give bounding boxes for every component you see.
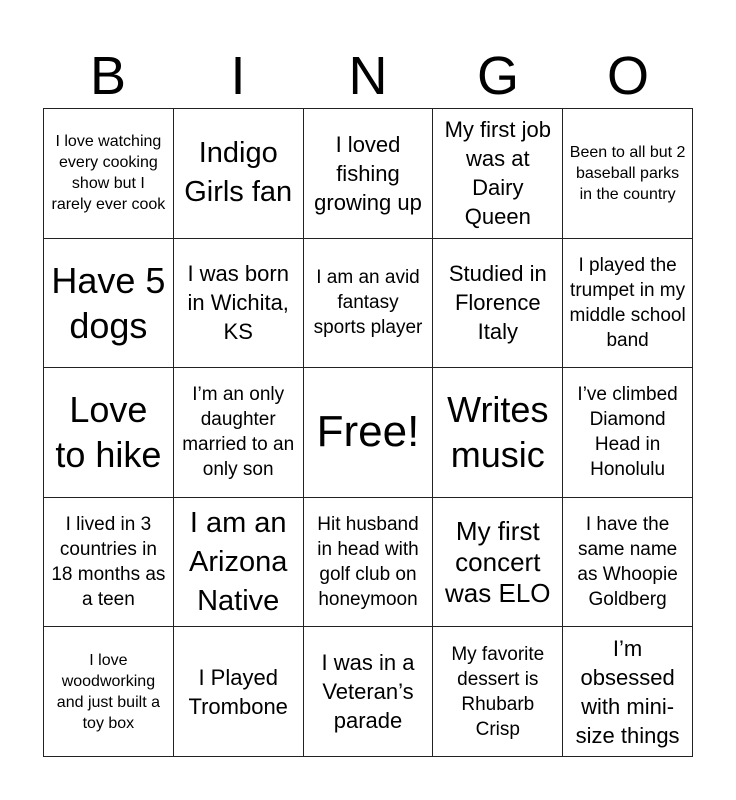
header-letter-n: N <box>348 46 388 106</box>
header-letter-o: O <box>606 46 649 106</box>
header-letter-b: B <box>89 46 127 106</box>
bingo-cell-r4c1[interactable]: I lived in 3 countries in 18 months as a teen <box>44 498 174 628</box>
bingo-cell-r4c4[interactable]: My first concert was ELO <box>433 498 563 628</box>
bingo-cell-r3c5[interactable]: I’ve climbed Diamond Head in Honolulu <box>563 368 693 498</box>
bingo-cell-r5c5[interactable]: I’m obsessed with mini-size things <box>563 627 693 757</box>
bingo-cell-r4c3[interactable]: Hit husband in head with golf club on honeymoon <box>304 498 434 628</box>
header-letter-i: I <box>230 46 246 106</box>
bingo-cell-r1c2[interactable]: Indigo Girls fan <box>174 109 304 239</box>
bingo-cell-r1c4[interactable]: My first job was at Dairy Queen <box>433 109 563 239</box>
bingo-cell-r5c3[interactable]: I was in a Veteran’s parade <box>304 627 434 757</box>
bingo-cell-r5c2[interactable]: I Played Trombone <box>174 627 304 757</box>
bingo-cell-r2c1[interactable]: Have 5 dogs <box>44 239 174 369</box>
bingo-cell-r2c2[interactable]: I was born in Wichita, KS <box>174 239 304 369</box>
bingo-cell-r3c4[interactable]: Writes music <box>433 368 563 498</box>
bingo-board <box>43 108 693 757</box>
bingo-cell-r3c2[interactable]: I’m an only daughter married to an only son <box>174 368 304 498</box>
bingo-cell-r2c5[interactable]: I played the trumpet in my middle school band <box>563 239 693 369</box>
bingo-cell-r5c1[interactable]: I love woodworking and just built a toy box <box>44 627 174 757</box>
bingo-header <box>43 44 693 108</box>
bingo-cell-r4c2[interactable]: I am an Arizona Native <box>174 498 304 628</box>
free-space[interactable]: Free! <box>304 368 434 498</box>
bingo-cell-r1c1[interactable]: I love watching every cooking show but I rarely ever cook <box>44 109 174 239</box>
bingo-cell-r2c4[interactable]: Studied in Florence Italy <box>433 239 563 369</box>
header-letter-g: G <box>476 46 519 106</box>
bingo-cell-r4c5[interactable]: I have the same name as Whoopie Goldberg <box>563 498 693 628</box>
bingo-cell-r3c1[interactable]: Love to hike <box>44 368 174 498</box>
bingo-cell-r1c3[interactable]: I loved fishing growing up <box>304 109 434 239</box>
bingo-cell-r1c5[interactable]: Been to all but 2 baseball parks in the country <box>563 109 693 239</box>
bingo-cell-r5c4[interactable]: My favorite dessert is Rhubarb Crisp <box>433 627 563 757</box>
bingo-cell-r2c3[interactable]: I am an avid fantasy sports player <box>304 239 434 369</box>
